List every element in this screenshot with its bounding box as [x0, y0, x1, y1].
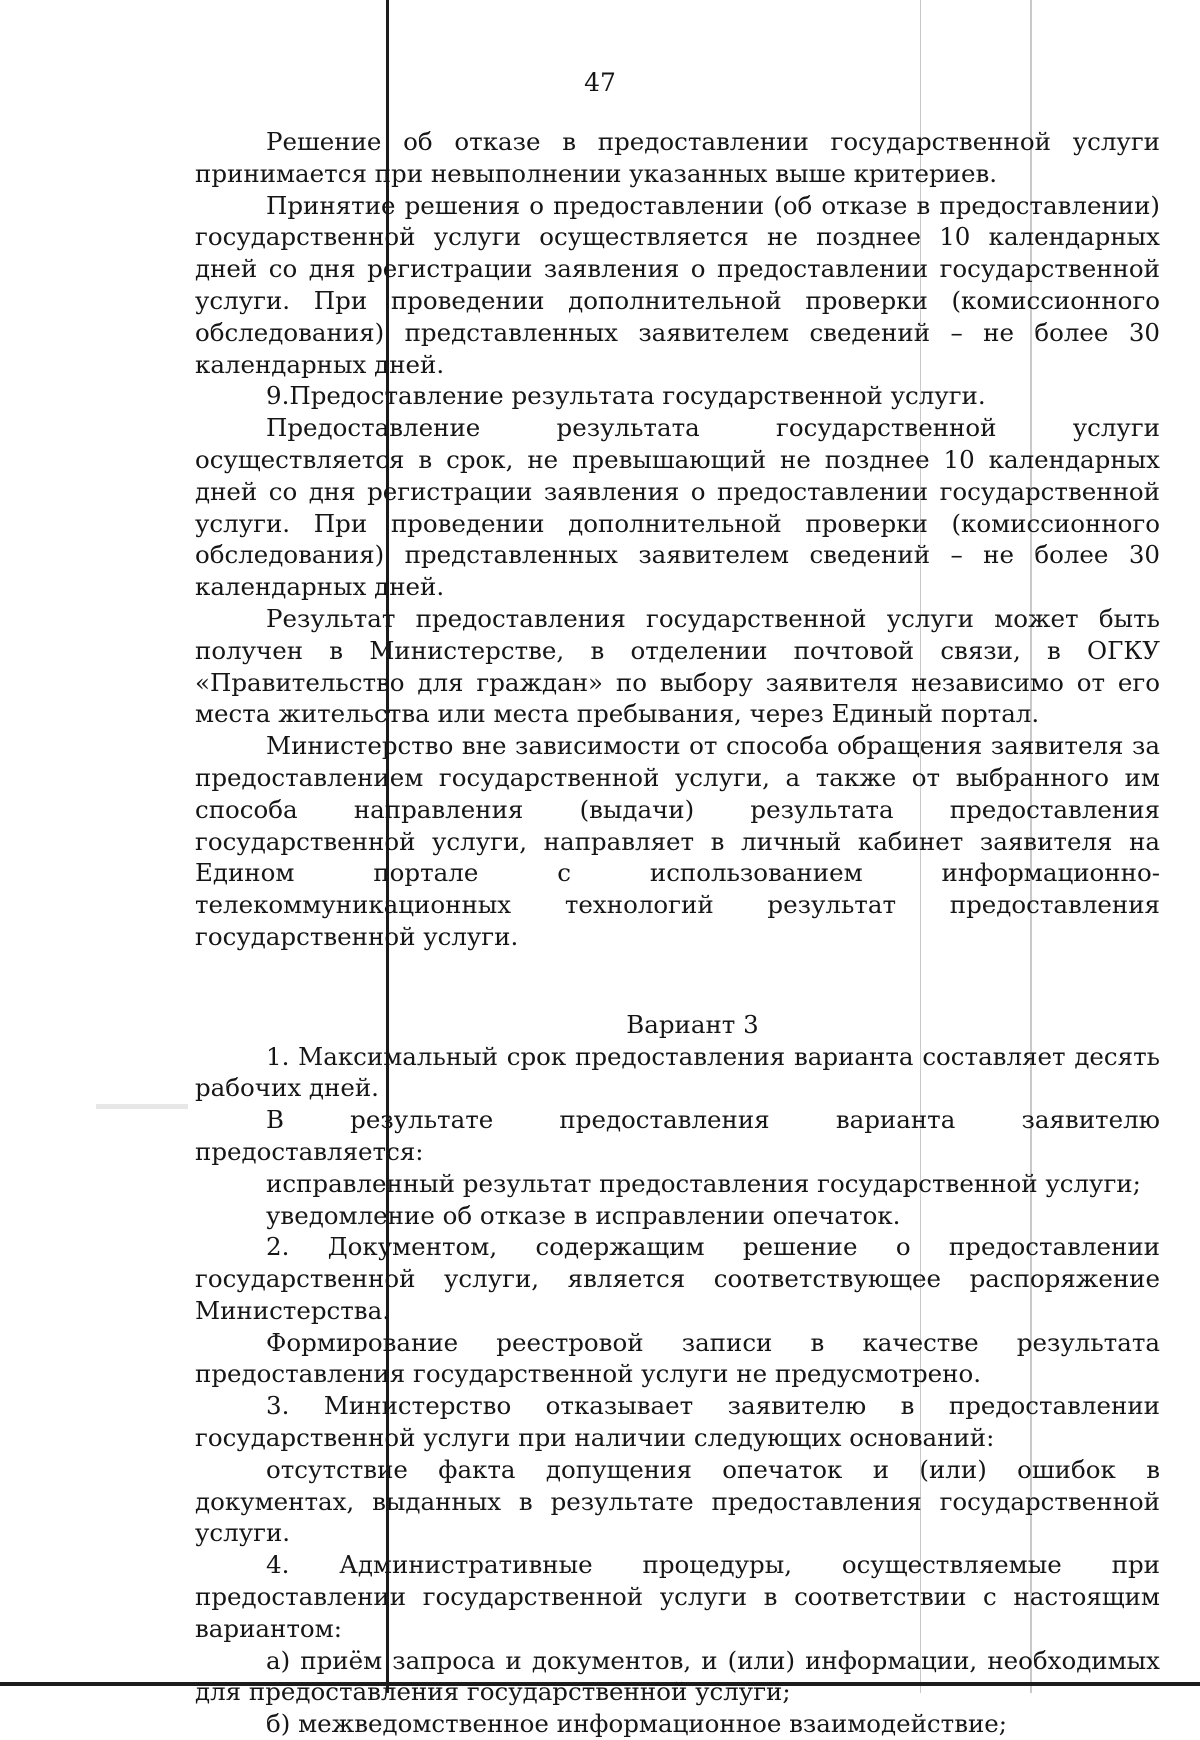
paragraph-result-intro: В результате предоставления варианта заявителю предоставляется:	[195, 1105, 1160, 1166]
section-spacer	[195, 953, 1160, 1009]
list-item-request-intake: а) приём запроса и документов, и (или) информации, необходимых для предоставления государственной услуги;	[195, 1645, 1160, 1707]
paragraph-result-timing: Предоставление результата государственной услуги осуществляется в срок, не превышающий не позднее 10 календарных дней со дня регистрации заявления о предоставлении государственной услуги. При проведении дополнительной проверки (комиссионного обследования) представленных заявителем сведений – не более 30 календарных дней.	[195, 413, 1160, 602]
document-body	[195, 126, 1160, 1740]
page-number: 47	[584, 68, 616, 97]
paragraph-section-9-title: 9.Предоставление результата государственной услуги.	[266, 381, 986, 411]
paragraph-max-term: 1. Максимальный срок предоставления варианта составляет десять рабочих дней.	[195, 1041, 1160, 1103]
paragraph-refusal-decision: Решение об отказе в предоставлении государственной услуги принимается при невыполнении указанных выше критериев.	[195, 127, 1160, 188]
list-item-interagency: б) межведомственное информационное взаимодействие;	[266, 1709, 1008, 1739]
paragraph-admin-procedures: 4. Административные процедуры, осуществляемые при предоставлении государственной услуги в соответствии с настоящим вариантом:	[195, 1550, 1160, 1643]
paragraph-decision-timing: Принятие решения о предоставлении (об отказе в предоставлении) государственной услуги осуществляется не позднее 10 календарных дней со дня регистрации заявления о предоставлении государственной услуги. При проведении дополнительной проверки (комиссионного обследования) представленных заявителем сведений – не более 30 календарных дней.	[195, 190, 1160, 379]
list-item-refusal-notice: уведомление об отказе в исправлении опечаток.	[266, 1200, 901, 1230]
section-heading: Вариант 3	[626, 1009, 759, 1039]
list-item-no-errors: отсутствие факта допущения опечаток и (или) ошибок в документах, выданных в результате предоставления государственной услуги.	[195, 1454, 1160, 1548]
paragraph-ministry-portal: Министерство вне зависимости от способа обращения заявителя за предоставлением государственной услуги, а также от выбранного им способа направления (выдачи) результата предоставления государственной услуги, направляет в личный кабинет заявителя на Едином портале с использованием информационно-телекоммуникационных технологий результат предоставления государственной услуги.	[195, 731, 1160, 951]
paragraph-result-delivery: Результат предоставления государственной услуги может быть получен в Министерстве, в отделении почтовой связи, в ОГКУ «Правительство для граждан» по выбору заявителя независимо от его места жительства или места пребывания, через Единый портал.	[195, 603, 1160, 729]
paragraph-refusal-grounds: 3. Министерство отказывает заявителю в предоставлении государственной услуги при наличии следующих оснований:	[195, 1391, 1160, 1453]
list-item-corrected-result: исправленный результат предоставления государственной услуги;	[266, 1168, 1141, 1198]
paragraph-document-decision: 2. Документом, содержащим решение о предоставлении государственной услуги, является соответствующее распоряжение Министерства.	[195, 1232, 1160, 1325]
paragraph-registry-record: Формирование реестровой записи в качестве результата предоставления государственной услуги не предусмотрено.	[195, 1327, 1160, 1389]
scan-smudge	[96, 1104, 188, 1109]
